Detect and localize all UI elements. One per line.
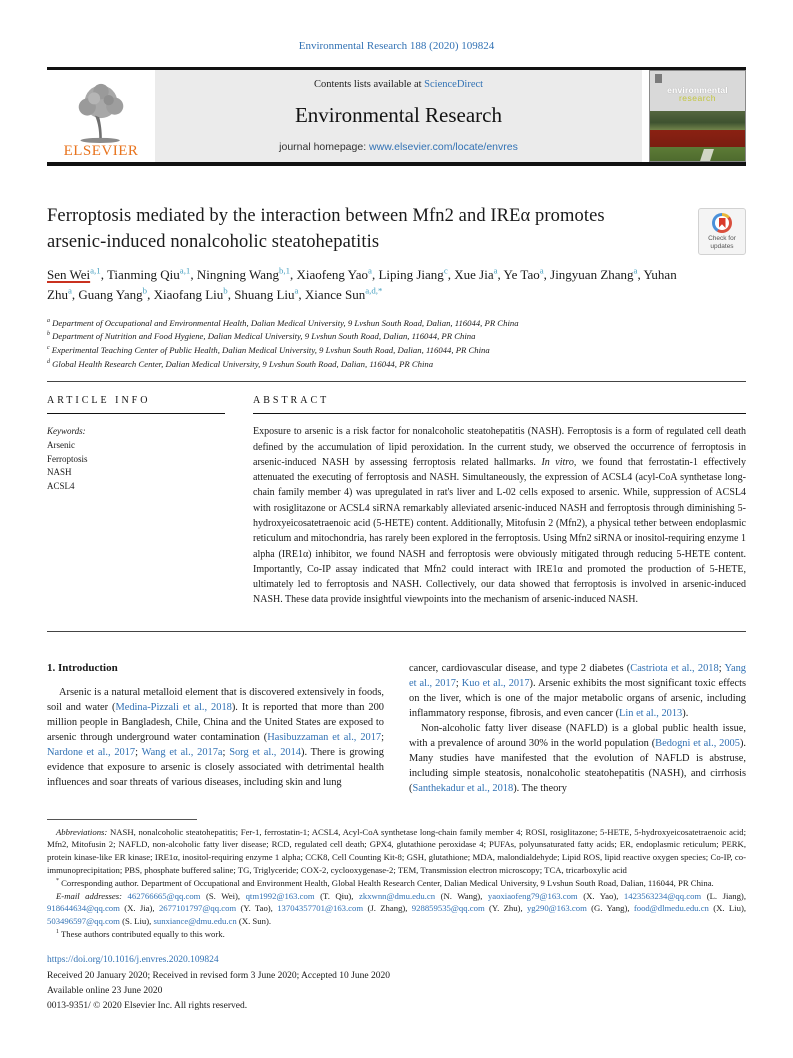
text-link[interactable]: Nardone et al., 2017 (47, 746, 136, 758)
affiliation-c: $^c$ Experimental Teaching Center of Public Health, Dalian Medical University, 9 Lvshun South Road, Dalian, 116044, PR China (47, 345, 490, 356)
text-link[interactable]: Kuo et al., 2017 (461, 677, 530, 689)
body-column-left (47, 662, 384, 797)
article-info-column (47, 395, 225, 608)
bookmark-icon (719, 218, 726, 228)
check-for-updates-icon (712, 213, 732, 233)
masthead-center (155, 70, 642, 162)
cover-publisher-mark-icon (655, 74, 662, 83)
contents-list-line: Contents lists available at ScienceDirect (313, 79, 484, 90)
copyright-line: 0013-9351/ © 2020 Elsevier Inc. All rights reserved. (47, 1000, 248, 1011)
text-link[interactable]: Hasibuzzaman et al., 2017 (267, 731, 382, 743)
keyword: ACSL4 (47, 481, 75, 492)
received-dates-line: Received 20 January 2020; Received in revised form 3 June 2020; Accepted 10 June 2020 (47, 971, 390, 982)
cover-image-green-field (650, 147, 745, 161)
text-link[interactable]: ScienceDirect (424, 79, 484, 90)
cover-image-trees (650, 111, 745, 130)
abstract-column (253, 395, 746, 608)
cover-title-line2: research (678, 93, 717, 103)
abstract-heading: ABSTRACT (253, 395, 746, 414)
equal-contribution-footnote: $^1$ These authors contributed equally to this work. (56, 928, 225, 939)
text-link[interactable]: 13704357701@163.com (277, 903, 364, 914)
text-link[interactable]: Medina-Pizzali et al., 2018 (115, 701, 232, 713)
author-list: Sen Wei$^{a,1}$, Tianming Qiu$^{a,1}$, Ningning Wang$^{b,1}$, Xiaofeng Yao$^a$, Liping Jiang$^c$, Xue Jia$^a$, Ye Tao$^a$, Jingyuan Zhang$^a$, Yuhan Zhu$^a$, Guang Yang$^b$, Xiaofang Liu$^b$, Shuang Liu$^a$, Xiance Sun$^{a,d,*}$ (47, 265, 677, 303)
abbreviations-footnote: Abbreviations: NASH, nonalcoholic steatohepatitis; Fer-1, ferrostatin-1; ACSL4, Acyl-CoA synthetase long-chain family member 4; ROSI, rosiglitazone; 5-HETE, 5-hydroxyeicosatetraenoic acid; Mfn2, Mitofusin 2; NAFLD, non-alcoholic fatty liver disease; RCD, regulated cell death; GPX4, glutathione peroxidase 4; PUFAs, polyunsaturated fatty acids; ER, endoplasmic reticulum; PERK, protein kinase-like ER kinase; IRE1α, inositol-requiring enzyme 1 alpha; CCK8, Cell Counting Kit-8; GSH, glutathione; MDA, malondialdehyde; Lipid ROS, lipid reactive oxygen species; Co-IP, co-immunoprecipitation; PBS, phosphate buffered saline; TG, Triglyceride; COX-2, cyclooxygenase-2; TEM, Transmission electron microscopy; TCA, tricarboxylic acid (47, 826, 746, 875)
corresponding-author-footnote: * Corresponding author. Department of Occupational and Environment Health, Global Health Research Center, Dalian Medical University, 9 Lvshun South Road, Dalian, 116044, PR China. (56, 877, 714, 888)
title-row (47, 204, 746, 255)
footnote-divider (47, 819, 197, 820)
cover-image-road (700, 149, 714, 161)
text-link[interactable]: 928859535@qq.com (411, 903, 485, 914)
journal-reference-link[interactable]: Environmental Research 188 (2020) 109824 (298, 40, 495, 52)
section-heading-introduction: 1. Introduction (47, 661, 118, 674)
text-link[interactable]: 503496597@qq.com (47, 916, 120, 927)
bottom-matter (47, 953, 746, 1014)
elsevier-tree-icon (71, 81, 131, 145)
keywords-label: Keywords: (47, 426, 86, 437)
text-link[interactable]: Wang et al., 2017a (141, 746, 223, 758)
journal-cover-header (650, 71, 745, 111)
elsevier-wordmark: ELSEVIER (63, 143, 139, 159)
affiliation-b: $^b$ Department of Nutrition and Food Hygiene, Dalian Medical University, 9 Lvshun South Road, Dalian, 116044, PR China (47, 331, 476, 342)
text-link[interactable]: yg290@163.com (526, 903, 587, 914)
article-title: Ferroptosis mediated by the interaction between Mfn2 and IREα promotes arsenic-induced nonalcoholic steatohepatitis (47, 206, 605, 252)
affiliation-a: $^a$ Department of Occupational and Environmental Health, Dalian Medical University, 9 Lvshun South Road, Dalian, 116044, PR China (47, 317, 519, 328)
footnotes-block (47, 819, 746, 941)
available-online-line: Available online 23 June 2020 (47, 986, 163, 997)
journal-name: Environmental Research (294, 103, 502, 127)
body-column-right (409, 662, 746, 797)
intro-paragraph-right-1: cancer, cardiovascular disease, and type 2 diabetes (Castriota et al., 2018; Yang et al., 2017; Kuo et al., 2017). Arsenic exhibits the most significant toxic effects on the liver, which is one of the major metabolic organs of arsenic, including inflammatory response, fibrosis, and even cancer (Lin et al., 2013). (409, 662, 747, 719)
check-for-updates-badge[interactable] (698, 208, 746, 255)
intro-paragraph-right-2: Non-alcoholic fatty liver disease (NAFLD) is a global public health issue, with a prevalence of around 30% in the world population (Bedogni et al., 2005). Many studies have manifested that the evolution of NAFLD is abstruse, including simple steatosis, nonalcoholic steatohepatitis (NASH), and cirrhosis (Santhekadur et al., 2018). The theory (409, 722, 747, 794)
text-link[interactable]: qtm1992@163.com (245, 890, 315, 901)
cover-title-line1: environmental (667, 85, 728, 95)
keyword: Ferroptosis (47, 453, 88, 464)
journal-masthead (47, 67, 746, 166)
intro-paragraph-left: Arsenic is a natural metalloid element that is discovered extensively in foods, soil and water (Medina-Pizzali et al., 2018). It is reported that more than 200 million people in Bangladesh, Chile, China and the United States are exposed to arsenic through underground water contamination (Hasibuzzaman et al., 2017; Nardone et al., 2017; Wang et al., 2017a; Sorg et al., 2014). There is growing evidence that exposure to arsenic is closely associated with detrimental health influences and soar threats of various diseases, including skin and lung (47, 686, 385, 788)
text-link[interactable]: Santhekadur et al., 2018 (412, 782, 514, 794)
doi-link[interactable]: https://doi.org/10.1016/j.envres.2020.109824 (47, 954, 219, 965)
text-link[interactable]: www.elsevier.com/locate/envres (369, 141, 518, 153)
text-link[interactable]: yaoxiaofeng79@163.com (487, 890, 578, 901)
journal-cover-thumbnail[interactable] (649, 70, 746, 162)
affiliation-d: $^d$ Global Health Research Center, Dalian Medical University, 9 Lvshun South Road, Dalian, 116044, PR China (47, 359, 434, 370)
divider (47, 631, 746, 632)
text-link[interactable]: 918644634@qq.com (47, 903, 120, 914)
abstract-text: Exposure to arsenic is a risk factor for nonalcoholic steatohepatitis (NASH). Ferroptosis is a form of regulated cell death defined by the accumulation of lipid peroxidation. In the current study, we observed the occurrence of ferroptosis in arsenic-induced NASH by assessing ferroptosis related hallmarks. In vitro, we found that ferrostatin-1 effectively attenuated the executing of ferroptosis and NASH. Simultaneously, the expression of ACSL4 (acyl-CoA synthetase long-chain family member 4) was upregulated in rat's liver and L-02 cells exposed to arsenic. While, suppression of ACSL4 with rosiglitazone or ACSL4 siRNA remarkably alleviated arsenic-induced NASH and ferroptosis through diminishing 5-hydroxyeicosatetraenoic acid (5-HETE) content. Additionally, Mitofusin 2 (Mfn2), a physical tether between endoplasmic reticulum and mitochondria, has rarely been explored in the ferroptosis. Using Mfn2 siRNA or inositol-requiring enzyme 1 alpha (IRE1α) inhibitor, we found NASH and ferroptosis were obviously mitigated through reducing 5-HETE content. Importantly, Co-IP assay indicated that Mfn2 could interact with IRE1α and promoted the production of 5-HETE, ultimately led to ferroptosis and NASH. Collectively, our data showed that ferroptosis is involved in arsenic-induced NASH. These data provide insightful viewpoints into the mechanism of arsenic-induced NASH. (253, 426, 746, 606)
info-abstract-section (47, 382, 746, 622)
cover-image-red-field (650, 130, 745, 147)
text-link[interactable]: Bedogni et al., 2005 (655, 737, 740, 749)
email-addresses-footnote: E-mail addresses: 462766665@qq.com (S. Wei), qtm1992@163.com (T. Qiu), zkxwnn@dmu.edu.cn (N. Wang), yaoxiaofeng79@163.com (X. Yao), 1423563234@qq.com (L. Jiang), 918644634@qq.com (X. Jia), 2677101797@qq.com (Y. Tao), 13704357701@163.com (J. Zhang), 928859535@qq.com (Y. Zhu), yg290@163.com (G. Yang), food@dlmedu.edu.cn (X. Liu), 503496597@qq.com (S. Liu), sunxiance@dmu.edu.cn (X. Sun). (47, 890, 747, 927)
text-link[interactable]: Yang et al., 2017 (409, 662, 746, 689)
body-columns (47, 662, 746, 797)
journal-homepage-line: journal homepage: www.elsevier.com/locate/envres (279, 141, 518, 153)
elsevier-logo[interactable] (47, 70, 155, 162)
text-link[interactable]: 1423563234@qq.com (623, 890, 702, 901)
text-link[interactable]: zkxwnn@dmu.edu.cn (359, 890, 436, 901)
keyword: NASH (47, 467, 72, 478)
check-for-updates-icon-inner (715, 216, 729, 230)
text-link[interactable]: 462766665@qq.com (127, 890, 201, 901)
text-link[interactable]: Lin et al., 2013 (619, 707, 683, 719)
affiliations-block (47, 317, 746, 373)
text-link[interactable]: 2677101797@qq.com (158, 903, 237, 914)
text-link[interactable]: sunxiance@dmu.edu.cn (153, 916, 237, 927)
check-for-updates-label: Check for updates (708, 235, 736, 251)
keyword: Arsenic (47, 439, 75, 450)
text-link[interactable]: Castriota et al., 2018 (630, 662, 719, 674)
text-link[interactable]: food@dlmedu.edu.cn (633, 903, 709, 914)
text-link[interactable]: Sorg et al., 2014 (229, 746, 301, 758)
article-info-heading: ARTICLE INFO (47, 395, 225, 414)
